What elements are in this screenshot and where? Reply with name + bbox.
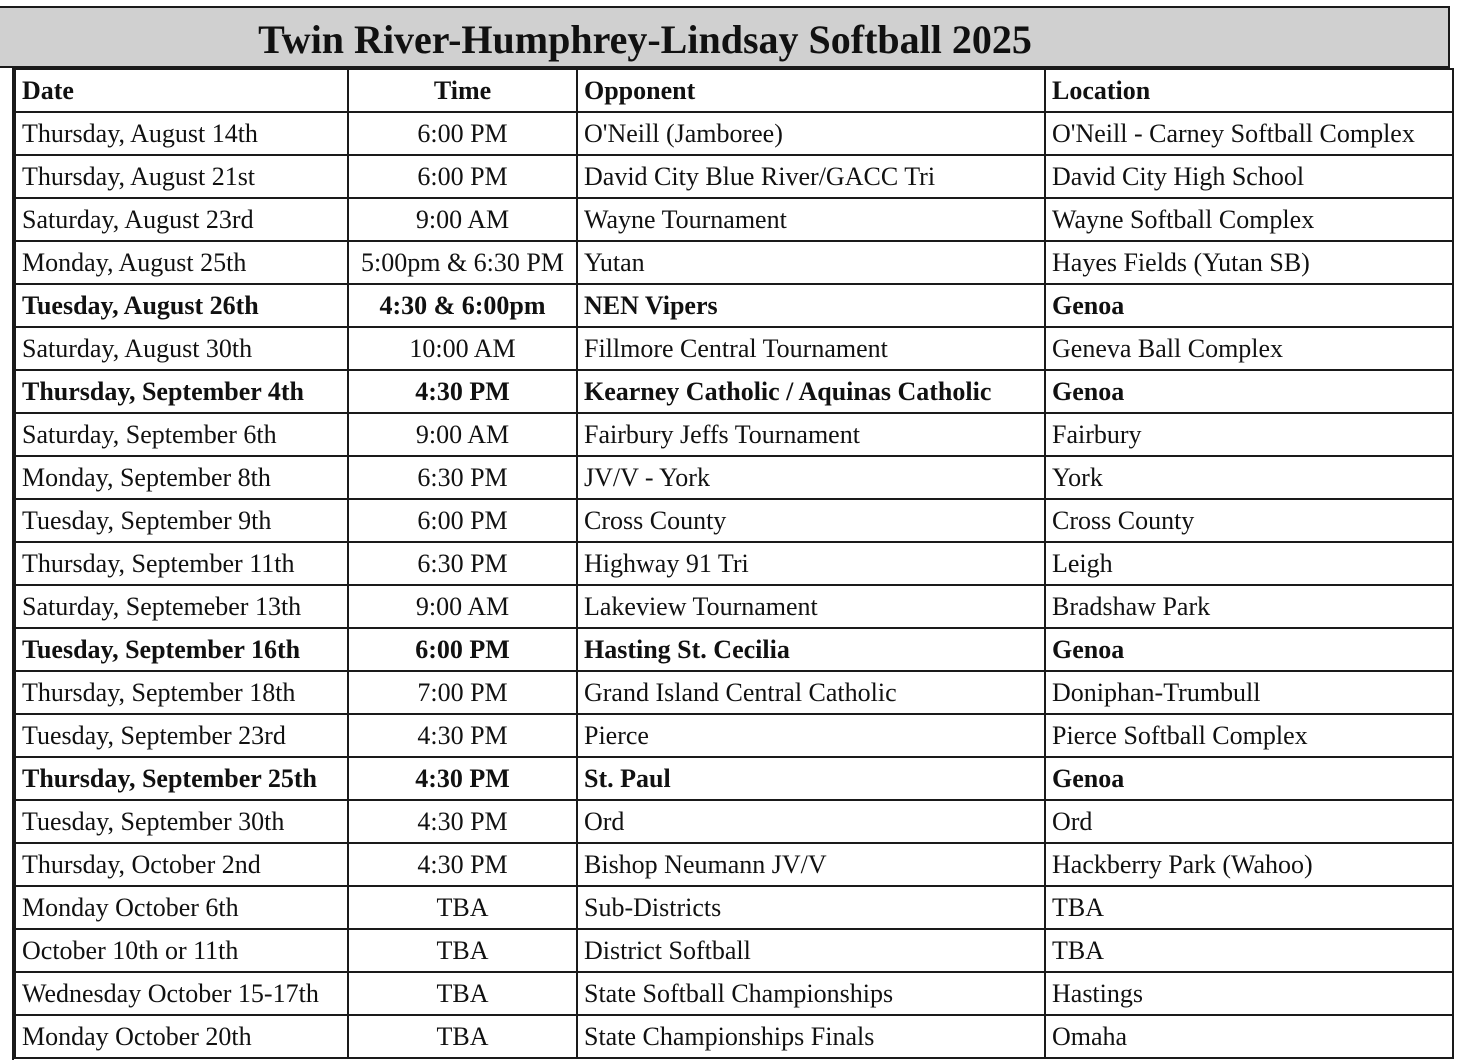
table-row	[15, 585, 1453, 628]
table-row	[15, 886, 1453, 929]
header-location[interactable]: Location	[1045, 69, 1453, 112]
cell-location[interactable]: Cross County	[1045, 499, 1453, 542]
table-row	[15, 327, 1453, 370]
cell-opponent[interactable]: District Softball	[577, 929, 1045, 972]
cell-date[interactable]: Thursday, October 2nd	[15, 843, 348, 886]
cell-time[interactable]: 4:30 PM	[348, 757, 577, 800]
cell-opponent[interactable]: Fillmore Central Tournament	[577, 327, 1045, 370]
cell-opponent[interactable]: State Championships Finals	[577, 1015, 1045, 1058]
cell-opponent[interactable]: Fairbury Jeffs Tournament	[577, 413, 1045, 456]
cell-date[interactable]: Tuesday, September 16th	[15, 628, 348, 671]
cell-date[interactable]: Saturday, August 23rd	[15, 198, 348, 241]
cell-location[interactable]: David City High School	[1045, 155, 1453, 198]
cell-date[interactable]: Tuesday, September 30th	[15, 800, 348, 843]
cell-location[interactable]: TBA	[1045, 886, 1453, 929]
cell-opponent[interactable]: Sub-Districts	[577, 886, 1045, 929]
cell-time[interactable]: TBA	[348, 1015, 577, 1058]
cell-opponent[interactable]: Hasting St. Cecilia	[577, 628, 1045, 671]
cell-time[interactable]: TBA	[348, 886, 577, 929]
cell-date[interactable]: Tuesday, August 26th	[15, 284, 348, 327]
table-row	[15, 112, 1453, 155]
cell-date[interactable]: Thursday, September 18th	[15, 671, 348, 714]
table-row	[15, 757, 1453, 800]
table-row	[15, 628, 1453, 671]
table-row	[15, 972, 1453, 1015]
cell-opponent[interactable]: Cross County	[577, 499, 1045, 542]
table-row	[15, 671, 1453, 714]
cell-location[interactable]: Wayne Softball Complex	[1045, 198, 1453, 241]
table-row	[15, 370, 1453, 413]
cell-opponent[interactable]: Grand Island Central Catholic	[577, 671, 1045, 714]
table-row	[15, 929, 1453, 972]
cell-opponent[interactable]: David City Blue River/GACC Tri	[577, 155, 1045, 198]
cell-time[interactable]: 9:00 AM	[348, 198, 577, 241]
table-row	[15, 714, 1453, 757]
cell-location[interactable]: Hayes Fields (Yutan SB)	[1045, 241, 1453, 284]
cell-location[interactable]: TBA	[1045, 929, 1453, 972]
cell-date[interactable]: Tuesday, September 23rd	[15, 714, 348, 757]
cell-location[interactable]: Pierce Softball Complex	[1045, 714, 1453, 757]
cell-location[interactable]: Genoa	[1045, 284, 1453, 327]
table-row	[15, 499, 1453, 542]
cell-time[interactable]: 6:00 PM	[348, 499, 577, 542]
cell-opponent[interactable]: Yutan	[577, 241, 1045, 284]
cell-date[interactable]: Thursday, September 4th	[15, 370, 348, 413]
cell-opponent[interactable]: Kearney Catholic / Aquinas Catholic	[577, 370, 1045, 413]
title-cell[interactable]	[0, 6, 1450, 68]
cell-opponent[interactable]: Pierce	[577, 714, 1045, 757]
cell-time[interactable]: 4:30 PM	[348, 714, 577, 757]
cell-date[interactable]: Monday October 6th	[15, 886, 348, 929]
cell-location[interactable]: Genoa	[1045, 370, 1453, 413]
schedule-table	[14, 68, 1454, 1059]
header-date[interactable]: Date	[15, 69, 348, 112]
cell-opponent[interactable]: Bishop Neumann JV/V	[577, 843, 1045, 886]
cell-location[interactable]: Hackberry Park (Wahoo)	[1045, 843, 1453, 886]
cell-time[interactable]: 6:00 PM	[348, 112, 577, 155]
cell-time[interactable]: 4:30 PM	[348, 843, 577, 886]
cell-date[interactable]: Monday, September 8th	[15, 456, 348, 499]
table-row	[15, 241, 1453, 284]
cell-opponent[interactable]: Wayne Tournament	[577, 198, 1045, 241]
cell-date[interactable]: Monday October 20th	[15, 1015, 348, 1058]
header-row	[15, 69, 1453, 112]
table-row	[15, 800, 1453, 843]
cell-time[interactable]: 10:00 AM	[348, 327, 577, 370]
cell-time[interactable]: 6:30 PM	[348, 542, 577, 585]
cell-date[interactable]: Monday, August 25th	[15, 241, 348, 284]
table-row	[15, 155, 1453, 198]
cell-time[interactable]: 5:00pm & 6:30 PM	[348, 241, 577, 284]
cell-date[interactable]: Thursday, August 14th	[15, 112, 348, 155]
cell-time[interactable]: TBA	[348, 972, 577, 1015]
header-time[interactable]: Time	[348, 69, 577, 112]
header-opponent[interactable]: Opponent	[577, 69, 1045, 112]
cell-opponent[interactable]: NEN Vipers	[577, 284, 1045, 327]
cell-location[interactable]: Genoa	[1045, 628, 1453, 671]
table-row	[15, 1015, 1453, 1058]
cell-date[interactable]: Saturday, August 30th	[15, 327, 348, 370]
cell-date[interactable]: Wednesday October 15-17th	[15, 972, 348, 1015]
cell-time[interactable]: TBA	[348, 929, 577, 972]
cell-time[interactable]: 4:30 & 6:00pm	[348, 284, 577, 327]
cell-date[interactable]: Thursday, September 11th	[15, 542, 348, 585]
cell-time[interactable]: 4:30 PM	[348, 370, 577, 413]
cell-opponent[interactable]: Highway 91 Tri	[577, 542, 1045, 585]
cell-time[interactable]: 7:00 PM	[348, 671, 577, 714]
cell-opponent[interactable]: State Softball Championships	[577, 972, 1045, 1015]
cell-opponent[interactable]: JV/V - York	[577, 456, 1045, 499]
cell-date[interactable]: Thursday, September 25th	[15, 757, 348, 800]
cell-location[interactable]: Genoa	[1045, 757, 1453, 800]
cell-location[interactable]: Omaha	[1045, 1015, 1453, 1058]
cell-opponent[interactable]: St. Paul	[577, 757, 1045, 800]
cell-time[interactable]: 6:30 PM	[348, 456, 577, 499]
cell-time[interactable]: 6:00 PM	[348, 628, 577, 671]
sheet-title: Twin River-Humphrey-Lindsay Softball 2025	[258, 17, 1032, 62]
table-row	[15, 843, 1453, 886]
cell-time[interactable]: 9:00 AM	[348, 585, 577, 628]
table-row	[15, 456, 1453, 499]
cell-time[interactable]: 9:00 AM	[348, 413, 577, 456]
table-row	[15, 413, 1453, 456]
cell-date[interactable]: October 10th or 11th	[15, 929, 348, 972]
table-row	[15, 284, 1453, 327]
cell-location[interactable]: York	[1045, 456, 1453, 499]
cell-location[interactable]: Leigh	[1045, 542, 1453, 585]
cell-location[interactable]: Hastings	[1045, 972, 1453, 1015]
cell-location[interactable]: Geneva Ball Complex	[1045, 327, 1453, 370]
cell-location[interactable]: Doniphan-Trumbull	[1045, 671, 1453, 714]
table-row	[15, 198, 1453, 241]
cell-location[interactable]: O'Neill - Carney Softball Complex	[1045, 112, 1453, 155]
cell-date[interactable]: Saturday, Septemeber 13th	[15, 585, 348, 628]
cell-opponent[interactable]: Ord	[577, 800, 1045, 843]
cell-opponent[interactable]: O'Neill (Jamboree)	[577, 112, 1045, 155]
cell-opponent[interactable]: Lakeview Tournament	[577, 585, 1045, 628]
cell-time[interactable]: 4:30 PM	[348, 800, 577, 843]
cell-date[interactable]: Thursday, August 21st	[15, 155, 348, 198]
cell-location[interactable]: Bradshaw Park	[1045, 585, 1453, 628]
cell-date[interactable]: Saturday, September 6th	[15, 413, 348, 456]
table-row	[15, 542, 1453, 585]
cell-location[interactable]: Ord	[1045, 800, 1453, 843]
cell-time[interactable]: 6:00 PM	[348, 155, 577, 198]
cell-location[interactable]: Fairbury	[1045, 413, 1453, 456]
cell-date[interactable]: Tuesday, September 9th	[15, 499, 348, 542]
